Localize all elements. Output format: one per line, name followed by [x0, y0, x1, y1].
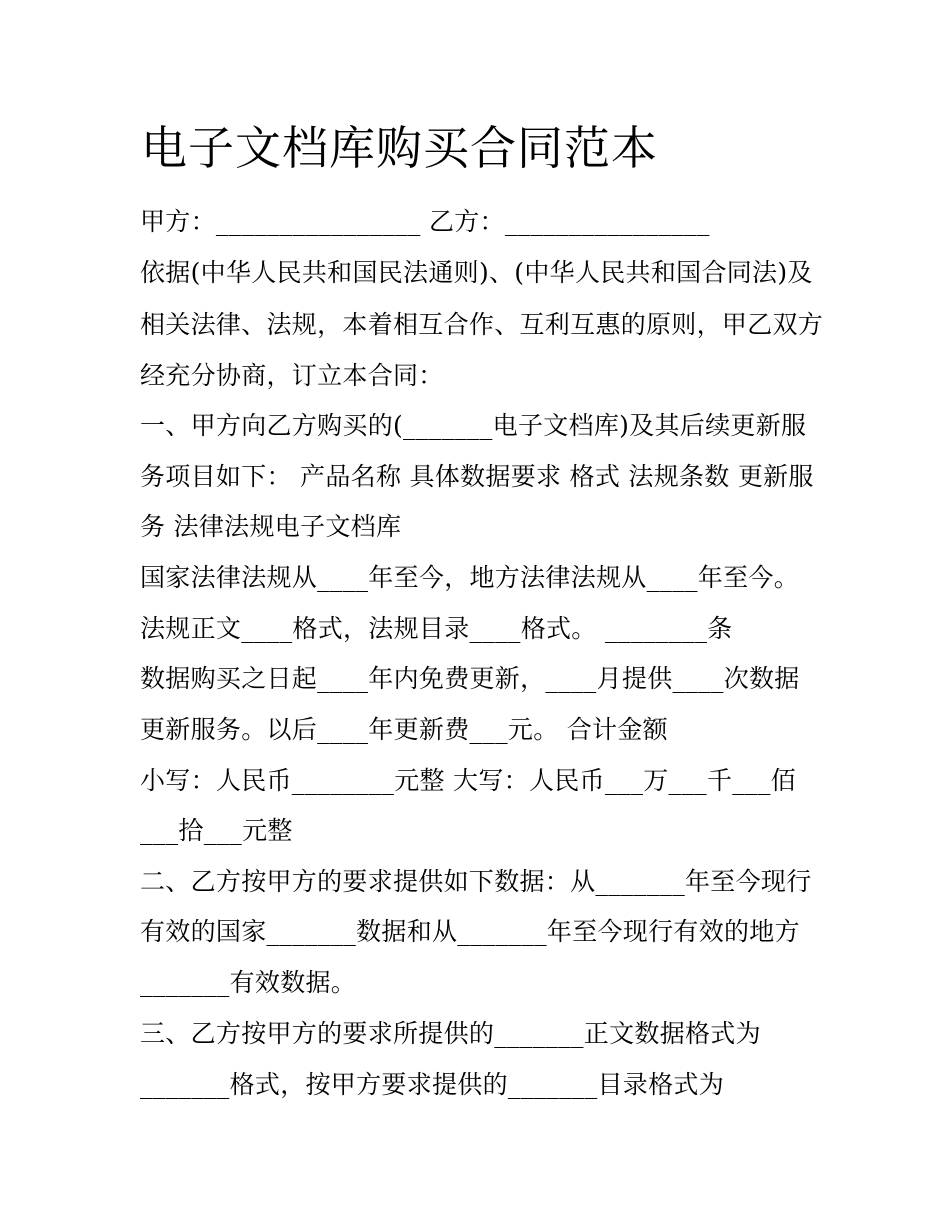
- clause-1-line: 务项目如下： 产品名称 具体数据要求 格式 法规条数 更新服: [140, 462, 814, 491]
- clause-2-line: _______有效数据。: [140, 968, 357, 997]
- clause-1-line: 务 法律法规电子文档库: [140, 512, 402, 541]
- paragraph-line: 经充分协商，订立本合同：: [140, 361, 444, 390]
- paragraph-line: 相关法律、法规，本着相互合作、互利互惠的原则，甲乙双方: [140, 310, 824, 339]
- clause-1-line: 法规正文____格式，法规目录____格式。 ________条: [140, 614, 733, 643]
- clause-1-line: 更新服务。以后____年更新费___元。 合计金额: [140, 715, 668, 744]
- clause-1-line: 国家法律法规从____年至今，地方法律法规从____年至今。: [140, 563, 800, 592]
- amount-line: ___拾___元整: [140, 816, 293, 845]
- clause-3-line: _______格式，按甲方要求提供的_______目录格式为: [140, 1070, 725, 1099]
- party-line: 甲方：________________ 乙方：________________: [140, 207, 710, 236]
- amount-line: 小写：人民币________元整 大写：人民币___万___千___佰: [140, 766, 796, 795]
- document-title: 电子文档库购买合同范本: [141, 121, 658, 175]
- clause-2-line: 有效的国家_______数据和从_______年至今现行有效的地方: [140, 917, 800, 946]
- clause-1-line: 数据购买之日起____年内免费更新，____月提供____次数据: [140, 664, 800, 693]
- paragraph-line: 依据(中华人民共和国民法通则)、(中华人民共和国合同法)及: [140, 258, 813, 287]
- clause-1-line: 一、甲方向乙方购买的(_______电子文档库)及其后续更新服: [140, 411, 807, 440]
- clause-3-line: 三、乙方按甲方的要求所提供的_______正文数据格式为: [140, 1019, 761, 1048]
- clause-2-line: 二、乙方按甲方的要求提供如下数据：从_______年至今现行: [140, 867, 812, 896]
